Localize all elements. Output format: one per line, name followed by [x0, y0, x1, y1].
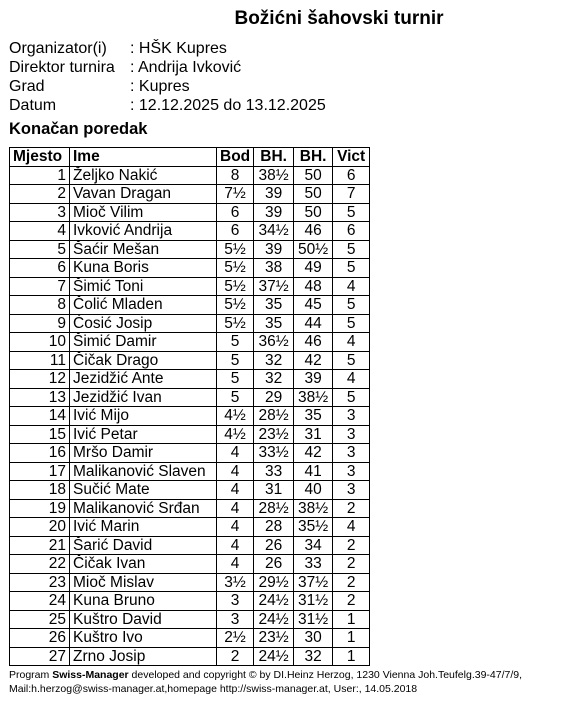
buchholz-cell: 42 — [294, 351, 333, 370]
table-row — [10, 166, 370, 185]
table-row — [10, 407, 370, 426]
rank-cell: 26 — [10, 629, 70, 648]
buchholz-cut-cell: 36½ — [254, 333, 294, 352]
name-cell: Malikanović Srđan — [70, 499, 217, 518]
buchholz-cut-cell: 26 — [254, 555, 294, 574]
name-cell: Sučić Mate — [70, 481, 217, 500]
points-cell: 6 — [217, 203, 254, 222]
points-cell: 6 — [217, 222, 254, 241]
rank-cell: 1 — [10, 166, 70, 185]
points-cell: 4 — [217, 462, 254, 481]
points-cell: 5 — [217, 333, 254, 352]
buchholz-cell: 31½ — [294, 592, 333, 611]
name-cell: Zrno Josip — [70, 647, 217, 666]
buchholz-cell: 35 — [294, 407, 333, 426]
victories-cell: 4 — [333, 333, 370, 352]
buchholz-cut-cell: 32 — [254, 351, 294, 370]
table-row — [10, 259, 370, 278]
victories-cell: 3 — [333, 425, 370, 444]
rank-cell: 24 — [10, 592, 70, 611]
name-cell: Čičak Ivan — [70, 555, 217, 574]
points-cell: 2 — [217, 647, 254, 666]
rank-cell: 19 — [10, 499, 70, 518]
table-row — [10, 240, 370, 259]
buchholz-cut-cell: 24½ — [254, 647, 294, 666]
buchholz-cell: 45 — [294, 296, 333, 315]
info-label: Grad — [9, 78, 45, 95]
table-row — [10, 277, 370, 296]
table-row — [10, 462, 370, 481]
rank-cell: 11 — [10, 351, 70, 370]
rank-cell: 23 — [10, 573, 70, 592]
rank-cell: 21 — [10, 536, 70, 555]
name-cell: Mršo Damir — [70, 444, 217, 463]
name-cell: Čičak Drago — [70, 351, 217, 370]
victories-cell: 4 — [333, 518, 370, 537]
name-cell: Mioč Vilim — [70, 203, 217, 222]
rank-cell: 25 — [10, 610, 70, 629]
victories-cell: 5 — [333, 296, 370, 315]
victories-cell: 3 — [333, 407, 370, 426]
buchholz-cell: 44 — [294, 314, 333, 333]
header-points: Bod — [217, 148, 254, 167]
rank-cell: 9 — [10, 314, 70, 333]
table-row — [10, 351, 370, 370]
rank-cell: 3 — [10, 203, 70, 222]
victories-cell: 2 — [333, 499, 370, 518]
rank-cell: 17 — [10, 462, 70, 481]
victories-cell: 7 — [333, 185, 370, 204]
table-row — [10, 518, 370, 537]
victories-cell: 2 — [333, 592, 370, 611]
info-row-organizer — [9, 39, 326, 58]
points-cell: 4 — [217, 499, 254, 518]
name-cell: Jezidžić Ivan — [70, 388, 217, 407]
table-body — [10, 166, 370, 666]
buchholz-cell: 46 — [294, 333, 333, 352]
table-row — [10, 610, 370, 629]
buchholz-cell: 31 — [294, 425, 333, 444]
victories-cell: 3 — [333, 462, 370, 481]
name-cell: Šaćir Mešan — [70, 240, 217, 259]
buchholz-cut-cell: 28½ — [254, 499, 294, 518]
victories-cell: 1 — [333, 610, 370, 629]
victories-cell: 2 — [333, 536, 370, 555]
name-cell: Željko Nakić — [70, 166, 217, 185]
name-cell: Malikanović Slaven — [70, 462, 217, 481]
buchholz-cell: 46 — [294, 222, 333, 241]
buchholz-cut-cell: 33½ — [254, 444, 294, 463]
name-cell: Čolić Mladen — [70, 296, 217, 315]
section-title: Konačan poredak — [9, 120, 148, 138]
points-cell: 4 — [217, 518, 254, 537]
rank-cell: 15 — [10, 425, 70, 444]
victories-cell: 2 — [333, 555, 370, 574]
points-cell: 4 — [217, 536, 254, 555]
table-row — [10, 333, 370, 352]
header-rank: Mjesto — [10, 148, 70, 167]
rank-cell: 27 — [10, 647, 70, 666]
table-row — [10, 555, 370, 574]
info-value: : Kupres — [130, 78, 190, 95]
buchholz-cell: 50 — [294, 166, 333, 185]
footer — [9, 668, 522, 696]
points-cell: 5½ — [217, 296, 254, 315]
victories-cell: 5 — [333, 240, 370, 259]
buchholz-cut-cell: 38½ — [254, 166, 294, 185]
buchholz-cell: 40 — [294, 481, 333, 500]
name-cell: Mioč Mislav — [70, 573, 217, 592]
buchholz-cell: 35½ — [294, 518, 333, 537]
victories-cell: 3 — [333, 481, 370, 500]
buchholz-cut-cell: 26 — [254, 536, 294, 555]
buchholz-cell: 30 — [294, 629, 333, 648]
info-value: : 12.12.2025 do 13.12.2025 — [130, 97, 326, 114]
rank-cell: 13 — [10, 388, 70, 407]
rank-cell: 6 — [10, 259, 70, 278]
points-cell: 5½ — [217, 277, 254, 296]
name-cell: Šimić Toni — [70, 277, 217, 296]
table-row — [10, 222, 370, 241]
buchholz-cut-cell: 29 — [254, 388, 294, 407]
name-cell: Ivić Marin — [70, 518, 217, 537]
buchholz-cut-cell: 34½ — [254, 222, 294, 241]
info-row-date — [9, 96, 326, 115]
buchholz-cell: 49 — [294, 259, 333, 278]
header-victories: Vict — [333, 148, 370, 167]
buchholz-cut-cell: 35 — [254, 296, 294, 315]
buchholz-cell: 37½ — [294, 573, 333, 592]
name-cell: Kuštro Ivo — [70, 629, 217, 648]
buchholz-cell: 33 — [294, 555, 333, 574]
victories-cell: 5 — [333, 203, 370, 222]
rank-cell: 18 — [10, 481, 70, 500]
buchholz-cut-cell: 24½ — [254, 610, 294, 629]
footer-line-2: Mail:h.herzog@swiss-manager.at,homepage http://swiss-manager.at, User:, 14.05.2018 — [9, 683, 418, 695]
table-row — [10, 647, 370, 666]
buchholz-cut-cell: 33 — [254, 462, 294, 481]
name-cell: Jezidžić Ante — [70, 370, 217, 389]
rank-cell: 16 — [10, 444, 70, 463]
tournament-info — [9, 39, 326, 115]
buchholz-cut-cell: 32 — [254, 370, 294, 389]
name-cell: Kuna Bruno — [70, 592, 217, 611]
buchholz-cut-cell: 39 — [254, 203, 294, 222]
rank-cell: 5 — [10, 240, 70, 259]
buchholz-cell: 48 — [294, 277, 333, 296]
buchholz-cell: 39 — [294, 370, 333, 389]
info-label: Organizator(i) — [9, 40, 107, 57]
name-cell: Šimić Damir — [70, 333, 217, 352]
buchholz-cut-cell: 38 — [254, 259, 294, 278]
table-row — [10, 314, 370, 333]
rank-cell: 2 — [10, 185, 70, 204]
victories-cell: 5 — [333, 259, 370, 278]
name-cell: Ivić Mijo — [70, 407, 217, 426]
victories-cell: 1 — [333, 647, 370, 666]
victories-cell: 1 — [333, 629, 370, 648]
victories-cell: 4 — [333, 277, 370, 296]
points-cell: 3 — [217, 610, 254, 629]
points-cell: 3½ — [217, 573, 254, 592]
standings-table — [9, 147, 370, 666]
name-cell: Vavan Dragan — [70, 185, 217, 204]
name-cell: Kuštro David — [70, 610, 217, 629]
points-cell: 3 — [217, 592, 254, 611]
buchholz-cell: 50 — [294, 185, 333, 204]
footer-copyright: developed and copyright © by DI.Heinz Herzog, 1230 Vienna Joh.Teufelg.39-47/7/9, — [128, 669, 523, 681]
rank-cell: 4 — [10, 222, 70, 241]
points-cell: 4 — [217, 481, 254, 500]
buchholz-cut-cell: 37½ — [254, 277, 294, 296]
victories-cell: 6 — [333, 166, 370, 185]
info-value: : Andrija Ivković — [130, 59, 242, 76]
info-row-city — [9, 77, 326, 96]
points-cell: 5 — [217, 388, 254, 407]
points-cell: 5½ — [217, 314, 254, 333]
tournament-title: Božićni šahovski turnir — [234, 8, 444, 29]
table-row — [10, 629, 370, 648]
buchholz-cell: 32 — [294, 647, 333, 666]
points-cell: 4½ — [217, 407, 254, 426]
name-cell: Ivković Andrija — [70, 222, 217, 241]
victories-cell: 2 — [333, 573, 370, 592]
table-row — [10, 481, 370, 500]
table-row — [10, 185, 370, 204]
points-cell: 4 — [217, 444, 254, 463]
buchholz-cell: 50 — [294, 203, 333, 222]
points-cell: 4 — [217, 555, 254, 574]
buchholz-cut-cell: 28 — [254, 518, 294, 537]
buchholz-cell: 38½ — [294, 388, 333, 407]
rank-cell: 10 — [10, 333, 70, 352]
buchholz-cut-cell: 31 — [254, 481, 294, 500]
rank-cell: 22 — [10, 555, 70, 574]
name-cell: Ćosić Josip — [70, 314, 217, 333]
victories-cell: 4 — [333, 370, 370, 389]
table-row — [10, 296, 370, 315]
table-row — [10, 425, 370, 444]
table-row — [10, 573, 370, 592]
victories-cell: 3 — [333, 444, 370, 463]
buchholz-cut-cell: 39 — [254, 240, 294, 259]
buchholz-cut-cell: 24½ — [254, 592, 294, 611]
footer-prefix: Program — [9, 669, 53, 681]
table-row — [10, 203, 370, 222]
points-cell: 5½ — [217, 259, 254, 278]
header-buchholz: BH. — [294, 148, 333, 167]
name-cell: Ivić Petar — [70, 425, 217, 444]
rank-cell: 8 — [10, 296, 70, 315]
victories-cell: 5 — [333, 351, 370, 370]
points-cell: 7½ — [217, 185, 254, 204]
info-row-director — [9, 58, 326, 77]
rank-cell: 20 — [10, 518, 70, 537]
table-row — [10, 444, 370, 463]
name-cell: Kuna Boris — [70, 259, 217, 278]
buchholz-cut-cell: 23½ — [254, 425, 294, 444]
table-header-row — [10, 148, 370, 167]
table-row — [10, 536, 370, 555]
info-value: : HŠK Kupres — [130, 40, 227, 57]
rank-cell: 14 — [10, 407, 70, 426]
points-cell: 5½ — [217, 240, 254, 259]
points-cell: 2½ — [217, 629, 254, 648]
rank-cell: 7 — [10, 277, 70, 296]
points-cell: 5 — [217, 351, 254, 370]
table-row — [10, 499, 370, 518]
victories-cell: 6 — [333, 222, 370, 241]
header-name: Ime — [70, 148, 217, 167]
buchholz-cell: 41 — [294, 462, 333, 481]
buchholz-cell: 38½ — [294, 499, 333, 518]
footer-line-1 — [9, 668, 522, 682]
buchholz-cut-cell: 29½ — [254, 573, 294, 592]
buchholz-cut-cell: 23½ — [254, 629, 294, 648]
rank-cell: 12 — [10, 370, 70, 389]
points-cell: 4½ — [217, 425, 254, 444]
buchholz-cut-cell: 35 — [254, 314, 294, 333]
info-label: Direktor turnira — [9, 59, 115, 76]
table-row — [10, 388, 370, 407]
buchholz-cut-cell: 28½ — [254, 407, 294, 426]
buchholz-cell: 42 — [294, 444, 333, 463]
header-buchholz-cut: BH. — [254, 148, 294, 167]
table-row — [10, 592, 370, 611]
points-cell: 8 — [217, 166, 254, 185]
buchholz-cell: 31½ — [294, 610, 333, 629]
victories-cell: 5 — [333, 388, 370, 407]
buchholz-cell: 34 — [294, 536, 333, 555]
name-cell: Šarić David — [70, 536, 217, 555]
points-cell: 5 — [217, 370, 254, 389]
buchholz-cut-cell: 39 — [254, 185, 294, 204]
buchholz-cell: 50½ — [294, 240, 333, 259]
victories-cell: 5 — [333, 314, 370, 333]
footer-program-name: Swiss-Manager — [52, 669, 129, 681]
table-row — [10, 370, 370, 389]
info-label: Datum — [9, 97, 57, 114]
